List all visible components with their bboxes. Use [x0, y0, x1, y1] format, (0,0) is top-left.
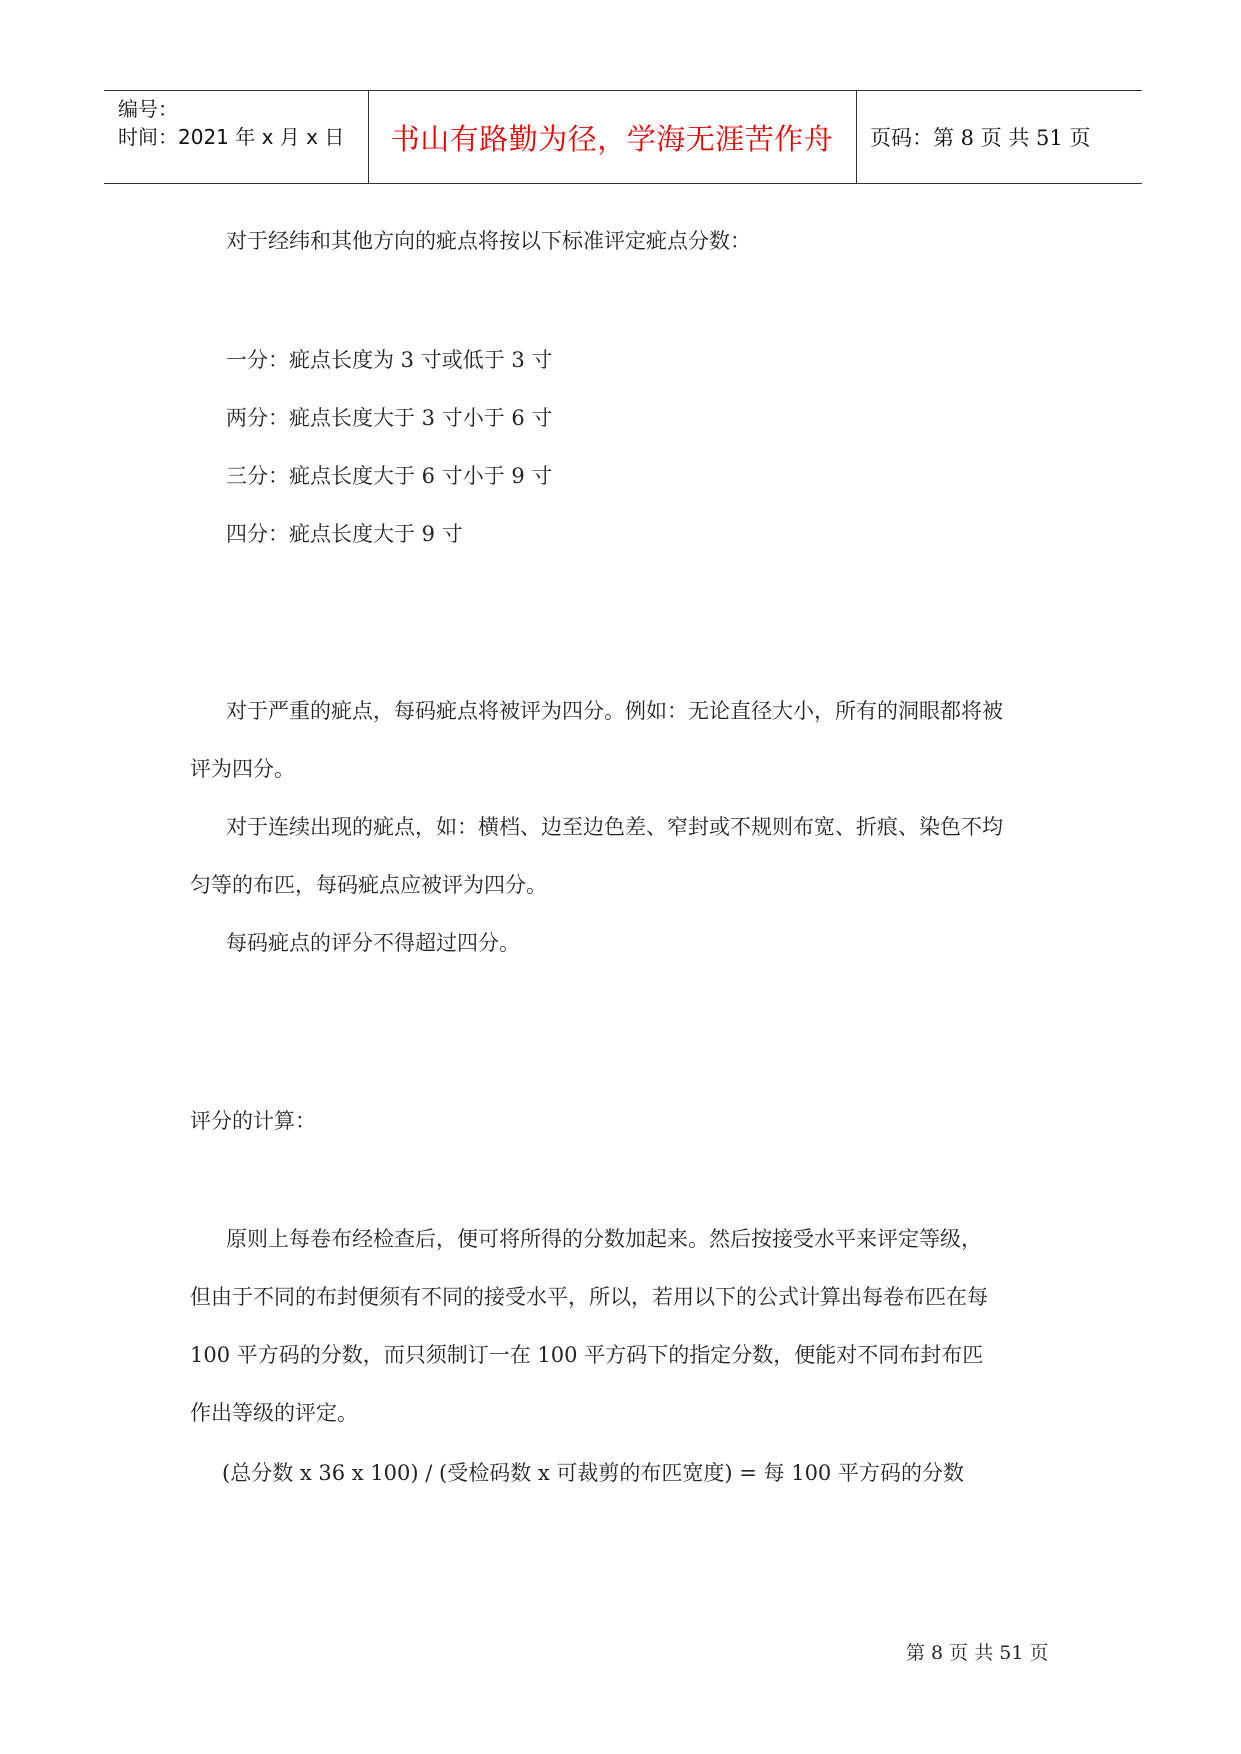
severe-paragraph-line2: 评为四分。: [190, 757, 295, 781]
score-formula: (总分数 x 36 x 100) / (受检码数 x 可裁剪的布匹宽度) = 每 100 平方码的分数: [222, 1461, 964, 1485]
page-header: [104, 90, 1142, 184]
header-page-label: 页码：第 8 页 共 51 页: [870, 126, 1091, 150]
max-score-rule: 每码疵点的评分不得超过四分。: [226, 931, 520, 955]
intro-paragraph: 对于经纬和其他方向的疵点将按以下标准评定疵点分数：: [226, 229, 751, 253]
header-meta-cell: [104, 91, 369, 183]
principle-line2: 但由于不同的布封便须有不同的接受水平，所以，若用以下的公式计算出每卷布匹在每: [190, 1285, 988, 1309]
score-item-1: 一分：疵点长度为 3 寸或低于 3 寸: [226, 348, 553, 372]
header-motto: 书山有路勤为径，学海无涯苦作舟: [368, 91, 857, 183]
continuous-paragraph-line2: 匀等的布匹，每码疵点应被评为四分。: [190, 873, 547, 897]
doc-time-label: 时间：2021 年 x 月 x 日: [118, 125, 345, 149]
continuous-paragraph-line1: 对于连续出现的疵点，如：横档、边至边色差、窄封或不规则布宽、折痕、染色不均: [226, 815, 1003, 839]
score-item-2: 两分：疵点长度大于 3 寸小于 6 寸: [226, 406, 553, 430]
principle-line4: 作出等级的评定。: [190, 1401, 358, 1425]
score-item-4: 四分：疵点长度大于 9 寸: [226, 522, 463, 546]
calc-section-title: 评分的计算：: [190, 1109, 316, 1133]
principle-line3: 100 平方码的分数，而只须制订一在 100 平方码下的指定分数，便能对不同布封布匹: [190, 1343, 984, 1367]
score-item-3: 三分：疵点长度大于 6 寸小于 9 寸: [226, 464, 553, 488]
page-footer: 第 8 页 共 51 页: [906, 1642, 1049, 1664]
principle-line1: 原则上每卷布经检查后，便可将所得的分数加起来。然后按接受水平来评定等级，: [226, 1227, 982, 1251]
doc-number-label: 编号：: [118, 97, 178, 121]
severe-paragraph-line1: 对于严重的疵点，每码疵点将被评为四分。例如：无论直径大小，所有的洞眼都将被: [226, 699, 1003, 723]
